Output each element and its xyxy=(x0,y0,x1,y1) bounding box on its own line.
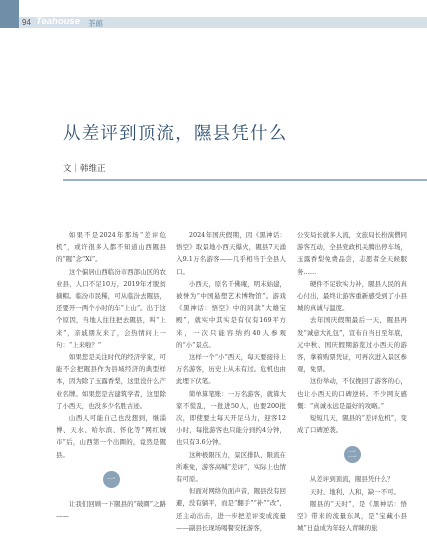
paragraph: 硬件不足软实力补，隰县人民的真心付出，最终让游客重新感受到了小县城的真诚与温度。 xyxy=(297,279,407,313)
paragraph: 隰县的“天时”，是《黑神话：悟空》带来的流量东风，是“宝藏小县城”日益成为年轻人青睐的旅 xyxy=(297,499,407,533)
magazine-brand: Teahouse xyxy=(36,16,80,27)
page-header xyxy=(0,0,427,28)
page-number: 94 xyxy=(22,18,31,27)
paragraph: 2024年国庆假期，因《黑神话：悟空》取景地小西天爆火，隰县7天涌入9.1万名游客——几乎相当于全县人口。 xyxy=(176,231,286,276)
title-divider xyxy=(63,179,427,181)
paragraph: 去年国庆假期最后一天，隰县再发“诚意大礼包”，宣布自当日至年底，元中秋、国庆假期游览过小西天的游客，拿着购票凭证，可再次进入景区参观，免票。 xyxy=(297,316,407,374)
article-title: 从差评到顶流，隰县凭什么 xyxy=(63,124,288,144)
paragraph: 这种极限压力，景区排队、限流在所难免，游客高喊“差评”，实际上也情有可原。 xyxy=(176,450,286,484)
paragraph: 如果不是2024年那场“差评危机”，或许很多人都不知道山西隰县的“隰”念“Xí”。 xyxy=(56,231,166,264)
header-accent-block xyxy=(0,0,19,28)
paragraph: 这个偏居山西临汾市西部山区的农业县，人口不足10万，2019年才脱贫摘帽。临汾市民稀，可从临汾去隰县，还要开一两个小时的车“上山”。出于这个原因，当地人往往把去隰县，叫“上来”，亲戚朋友来了，会热情问上一句：“上来啦？” xyxy=(56,267,166,349)
paragraph: 但面对网络负面声音，隰县没有回避，没有躺平，而是“翻手”“补”“改”，还主动出击，进一步把差评变成流量——副县长现场喝餐安抚游客， xyxy=(176,487,286,532)
section-name: 茶館 xyxy=(88,19,103,28)
paragraph: 让我们回顾一下隰县的“破圈”之路—— xyxy=(56,499,166,521)
section-badge-1: 一 xyxy=(103,471,120,488)
paragraph: 小西天，原名千佛庵，明末始建，被誉为“中国悬塑艺术博物馆”。游戏《黑神话：悟空》中的同款“大雄宝殿”，就实中其实是有仅有169平方米，一次只能容纳约40人参观的“小”景点。 xyxy=(176,279,286,349)
section-badge-2: 二 xyxy=(344,446,361,463)
paragraph: 山西人可能自己也没想到，继淄博、天水、哈尔滨、怀化等“网红城市”后，山西第一个出圈的，竟然是隰县。 xyxy=(56,414,166,459)
text-column-2 xyxy=(176,229,286,534)
paragraph: 如果您是关注时代的经济学家，可能不会把隰县作为县域经济的典型样本，因为除了玉露香梨，这里没什么产业名牌。如果您是古建筑学者，这里除了小西天，也没多少名胜古迹。 xyxy=(56,353,166,410)
text-column-1 xyxy=(56,229,166,522)
header-bar xyxy=(19,17,427,28)
paragraph: 公安局长就多人流，文旅局长扮演僧同游客互动，全县党政机关腾出停车场，玉露香梨免费品尝，志愿者全天候服务…… xyxy=(297,231,407,276)
paragraph: 这份举动，不仅挽回了游客的心，也让小西天的口碑逆转。不少网友感慨：“真诚永远是最好的攻略。” xyxy=(297,377,407,410)
text-column-3 xyxy=(297,229,407,534)
paragraph: 简单算笔账：一万名游客，就算大家不慌乱，一批进50人，也要200批次，即使要土每天开足马力，迎客12小时，每批游客也只能分到约4分钟，也只有3.6分钟。 xyxy=(176,389,286,447)
paragraph: 从差评到顶流，隰县凭什么？ xyxy=(309,475,394,484)
paragraph: 这样一个“小”西天，每天要接待上万名游客，历史上从未有过。危机也由此埋下伏笔。 xyxy=(176,353,286,386)
paragraph: 短短几天，隰县的“差评危机”，变成了口碑逆袭。 xyxy=(297,414,407,435)
paragraph: 天时、地利、人和，缺一不可。 xyxy=(309,487,401,496)
article-author: 文｜韩维正 xyxy=(63,164,106,174)
